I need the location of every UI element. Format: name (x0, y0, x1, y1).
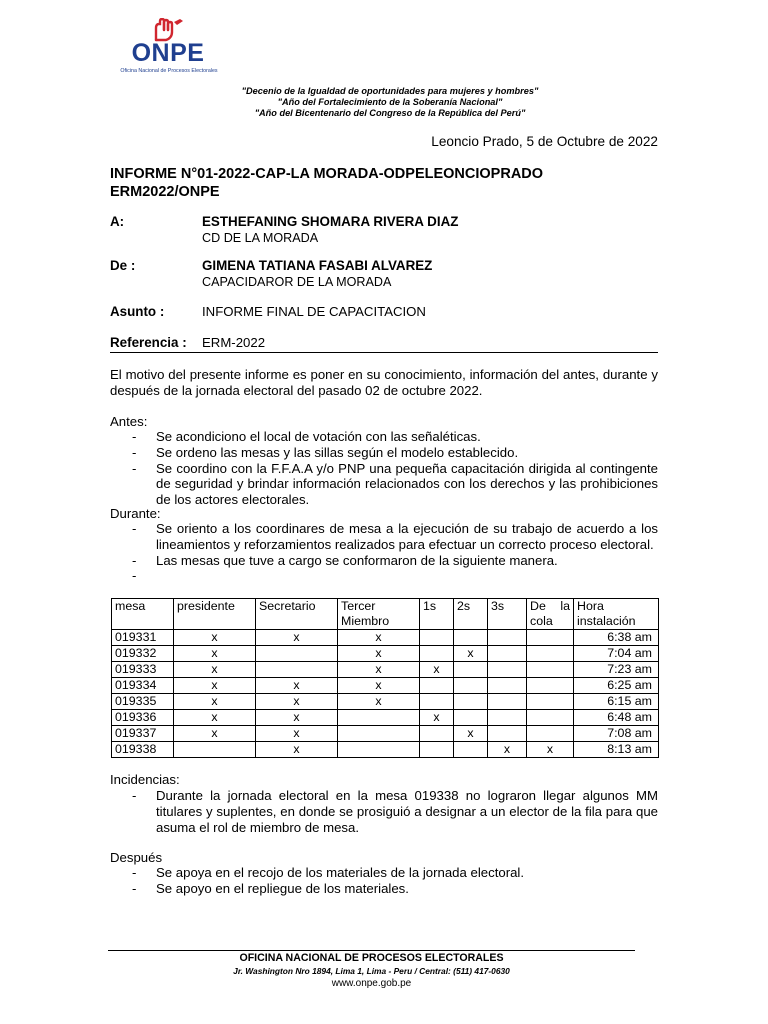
table-cell (454, 710, 488, 726)
incidencias-list (110, 788, 658, 835)
table-cell: x (256, 710, 338, 726)
table-cell: 019336 (112, 710, 174, 726)
list-item: - Las mesas que tuve a cargo se conformaron de la siguiente manera. (110, 553, 658, 569)
table-cell (174, 742, 256, 758)
table-cell (338, 710, 420, 726)
table-cell: 019333 (112, 662, 174, 678)
table-cell: 019334 (112, 678, 174, 694)
table-cell: x (338, 694, 420, 710)
column-header: 1s (420, 599, 454, 630)
table-cell (488, 726, 527, 742)
footer-divider (108, 950, 635, 951)
mesas-table (111, 598, 659, 758)
durante-list (110, 521, 658, 584)
table-cell: x (527, 742, 574, 758)
decenio-line: "Decenio de la Igualdad de oportunidades para mujeres y hombres" (241, 86, 539, 96)
table-row (112, 662, 659, 678)
antes-list (110, 429, 658, 508)
table-cell (527, 710, 574, 726)
table-cell (527, 662, 574, 678)
from-name: GIMENA TATIANA FASABI ALVAREZ (202, 258, 433, 273)
column-header: Secretario (256, 599, 338, 630)
table-cell (527, 678, 574, 694)
column-header: mesa (112, 599, 174, 630)
despues-list (110, 865, 658, 897)
intro-paragraph: El motivo del presente informe es poner en su conocimiento, información del antes, durante y después de la jornada electoral del pasado 02 de octubre 2022. (110, 367, 658, 398)
despues-heading: Después (110, 850, 163, 865)
table-cell: 019338 (112, 742, 174, 758)
table-cell (256, 646, 338, 662)
header-divider (110, 352, 658, 353)
table-row (112, 710, 659, 726)
from-label: De : (110, 258, 136, 273)
decenio-line: "Año del Bicentenario del Congreso de la República del Perú" (254, 108, 526, 118)
column-header: 2s (454, 599, 488, 630)
table-cell: x (338, 662, 420, 678)
reference-value: ERM-2022 (202, 335, 266, 350)
incidencias-heading: Incidencias: (110, 772, 180, 787)
footer-address: Jr. Washington Nro 1894, Lima 1, Lima - Peru / Central: (511) 417-0630 (233, 966, 510, 976)
table-cell (488, 646, 527, 662)
table-cell (488, 630, 527, 646)
table-cell: 019331 (112, 630, 174, 646)
table-cell (527, 694, 574, 710)
from-role: CAPACIDAROR DE LA MORADA (202, 275, 392, 289)
antes-heading: Antes: (110, 414, 148, 429)
table-cell (256, 662, 338, 678)
table-cell: 6:15 am (574, 694, 659, 710)
table-row (112, 630, 659, 646)
column-header: Tercer Miembro (338, 599, 420, 630)
table-cell: x (256, 694, 338, 710)
list-item (110, 568, 658, 584)
table-cell: x (174, 662, 256, 678)
list-item: - Se oriento a los coordinares de mesa a la ejecución de su trabajo de acuerdo a los lineamientos y reforzamientos realizados para efectuar un correcto proceso electoral. (110, 521, 658, 553)
table-cell: 019335 (112, 694, 174, 710)
table-body (112, 630, 659, 758)
table-cell: 7:04 am (574, 646, 659, 662)
table-cell (454, 662, 488, 678)
footer-website: www.onpe.gob.pe (331, 978, 412, 989)
report-title (110, 165, 670, 201)
list-item: - Se coordino con la F.F.A.A y/o PNP una pequeña capacitación dirigida al contingente de seguridad y brindar información relacionados con los derechos y las prohibiciones de los actores electorales. (110, 461, 658, 508)
to-label: A: (110, 214, 125, 229)
table-row (112, 742, 659, 758)
table-cell (420, 678, 454, 694)
footer-org: OFICINA NACIONAL DE PROCESOS ELECTORALES (239, 952, 504, 964)
table-cell (454, 694, 488, 710)
onpe-brand: ONPE (131, 39, 205, 67)
table-cell: 019332 (112, 646, 174, 662)
table-cell: x (454, 726, 488, 742)
table-cell: x (256, 678, 338, 694)
list-item: - Se apoya en el recojo de los materiales de la jornada electoral. (110, 865, 658, 881)
to-role: CD DE LA MORADA (202, 231, 319, 245)
table-cell: x (338, 646, 420, 662)
table-cell: x (256, 630, 338, 646)
table-cell: 6:38 am (574, 630, 659, 646)
table-cell: x (420, 662, 454, 678)
table-cell: x (338, 630, 420, 646)
table-cell: x (256, 742, 338, 758)
table-cell: x (174, 710, 256, 726)
table-cell (338, 726, 420, 742)
table-cell: x (256, 726, 338, 742)
table-cell (527, 726, 574, 742)
table-row (112, 726, 659, 742)
table-cell (454, 630, 488, 646)
table-header-row (112, 599, 659, 630)
list-item: - Se acondiciono el local de votación con las señaléticas. (110, 429, 658, 445)
table-cell (527, 646, 574, 662)
report-title-line: INFORME N°01-2022-CAP-LA MORADA-ODPELEONCIOPRADO (110, 166, 544, 182)
table-cell: x (174, 726, 256, 742)
table-cell (338, 742, 420, 758)
table-cell: 6:48 am (574, 710, 659, 726)
table-cell: 019337 (112, 726, 174, 742)
table-cell (420, 742, 454, 758)
table-cell (488, 678, 527, 694)
table-cell (488, 694, 527, 710)
table-row (112, 646, 659, 662)
table-cell: x (420, 710, 454, 726)
table-cell: x (174, 630, 256, 646)
subject-label: Asunto : (110, 304, 165, 319)
table-cell (420, 726, 454, 742)
table-cell: x (454, 646, 488, 662)
durante-heading: Durante: (110, 506, 161, 521)
table-cell (527, 630, 574, 646)
to-name: ESTHEFANING SHOMARA RIVERA DIAZ (202, 214, 459, 229)
list-item: - Se apoyo en el repliegue de los materiales. (110, 881, 658, 897)
table-cell (488, 710, 527, 726)
onpe-logo (108, 18, 230, 76)
table-cell: 6:25 am (574, 678, 659, 694)
decenio-block (180, 86, 600, 119)
list-item: - Durante la jornada electoral en la mesa 019338 no lograron llegar algunos MM titulares y suplentes, en donde se prosiguió a designar a un elector de la fila para que asuma el rol de miembro de mesa. (110, 788, 658, 835)
subject-value: INFORME FINAL DE CAPACITACION (202, 304, 426, 319)
table-cell: x (174, 694, 256, 710)
column-header: presidente (174, 599, 256, 630)
reference-label: Referencia : (110, 335, 187, 350)
table-cell (420, 630, 454, 646)
table-cell (420, 646, 454, 662)
table-row (112, 694, 659, 710)
table-cell: 8:13 am (574, 742, 659, 758)
table-cell: 7:23 am (574, 662, 659, 678)
date-line: Leoncio Prado, 5 de Octubre de 2022 (431, 134, 658, 149)
table-cell: x (338, 678, 420, 694)
table-cell: 7:08 am (574, 726, 659, 742)
table-cell: x (174, 678, 256, 694)
table-cell (420, 694, 454, 710)
onpe-tagline: Oficina Nacional de Procesos Electorales (120, 68, 218, 74)
table-cell: x (488, 742, 527, 758)
table-cell (454, 742, 488, 758)
table-row (112, 678, 659, 694)
table-cell (488, 662, 527, 678)
table-cell (454, 678, 488, 694)
list-item: - Se ordeno las mesas y las sillas según el modelo establecido. (110, 445, 658, 461)
decenio-line: "Año del Fortalecimiento de la Soberanía Nacional" (277, 97, 503, 107)
column-header: 3s (488, 599, 527, 630)
column-header: De la cola (527, 599, 574, 630)
column-header: Hora instalación (574, 599, 659, 630)
table-cell: x (174, 646, 256, 662)
report-title-line: ERM2022/ONPE (110, 184, 220, 200)
